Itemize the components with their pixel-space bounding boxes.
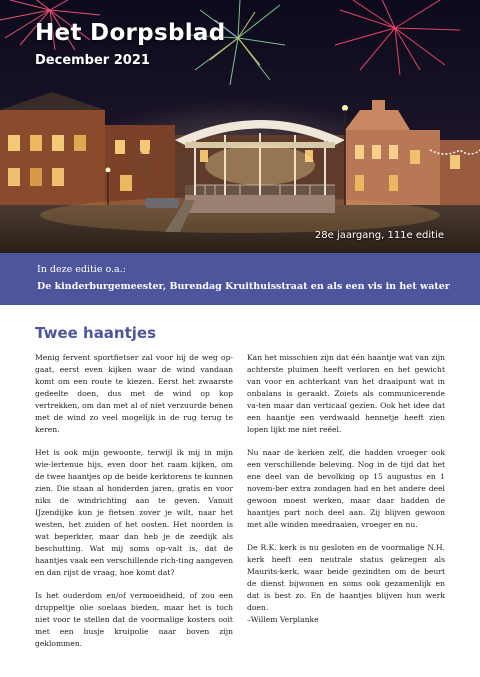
newsletter-title: Het Dorpsblad (35, 20, 226, 46)
article-paragraph: Het is ook mijn gewoonte, terwijl ik mij in mijn wie-lertenue hijs, even door het raam kijken, om de twee haantjes op de beide kerktorens te kunnen zien. Die staan al honderden jaren, gratis en voor niks de windrichting aan te geven. Vanuit IJzendijke kun je fietsen zover je wilt, naar het westen, het zuiden of het oosten. Het noorden is wat beperkter, maar dan heb je de zeedijk als beschutting. Wat mij soms op-valt is, dat de haantjes vaak een verschillende rich-ting aangeven en dan rijst de vraag, hoe komt dat? (35, 448, 233, 577)
article-paragraph: Menig fervent sportfietser zal voor hij de weg op-gaat, eerst even kijken waar de wind vandaan komt om een route te kiezen. Eerst het zwaarste gedeelte doen, dus met de wind op kop vertrekken, om dan met al of niet verzuurde benen met de wind zo veel mogelijk in de rug terug te keren. (35, 353, 233, 434)
article-paragraph: De R.K. kerk is nu gesloten en de voormalige N.H. kerk heeft een neutrale status gekregen als Maurits-kerk, waar beide gezindten om de beurt de dienst bijwonen en soms ook gezamenlijk en dat is best zo. En de haantjes blijven hun werk doen. (247, 543, 445, 612)
article-column-right (247, 352, 445, 626)
article-paragraph: Is het ouderdom en/of vermoeidheid, of zou een druppeltje olie soelaas bieden, maar het is toch niet voor te stellen dat de voormalige kosters ooit met een busje kruipolie naar boven zijn geklommen. (35, 591, 233, 648)
edition-label: 28e jaargang, 111e editie (314, 230, 444, 241)
article-paragraph: Nu naar de kerken zelf, die hadden vroeger ook een verschillende beleving. Nog in de tijd dat het ene deel van de bevolking op 15 augustus en 1 novem-ber extra zondagen had en het andere deel gewoon moest werken, maar daar hadden de haantjes part noch deel aan. Zij blijven gewoon met alle winden meedraaien, vroeger en nu. (247, 448, 445, 529)
article-paragraph: Kan het misschien zijn dat één haantje wat van zijn achterste pluimen heeft verloren en het gewicht van voor en achterkant van het draaipunt wat in onbalans is geraakt. Zoiets als communicerende va-ten maar dan verticaal gezien. Ook het idee dat een haantje een verdwaald hennetje heeft zien lopen lijkt me niet reëel. (247, 353, 445, 434)
issue-date: December 2021 (35, 53, 150, 68)
parked-car (145, 198, 179, 208)
firework-right (335, 0, 460, 75)
article-author-signature: –Willem Verplanke (247, 615, 319, 624)
contents-band (0, 253, 480, 305)
article-column-left (35, 352, 233, 661)
article-title: Twee haantjes (35, 324, 157, 342)
contents-list: De kinderburgemeester, Burendag Kruithuisstraat en als een vis in het water (37, 281, 450, 292)
cover-photo (0, 0, 480, 253)
right-buildings (345, 100, 480, 208)
contents-heading: In deze editie o.a.: (37, 264, 126, 275)
